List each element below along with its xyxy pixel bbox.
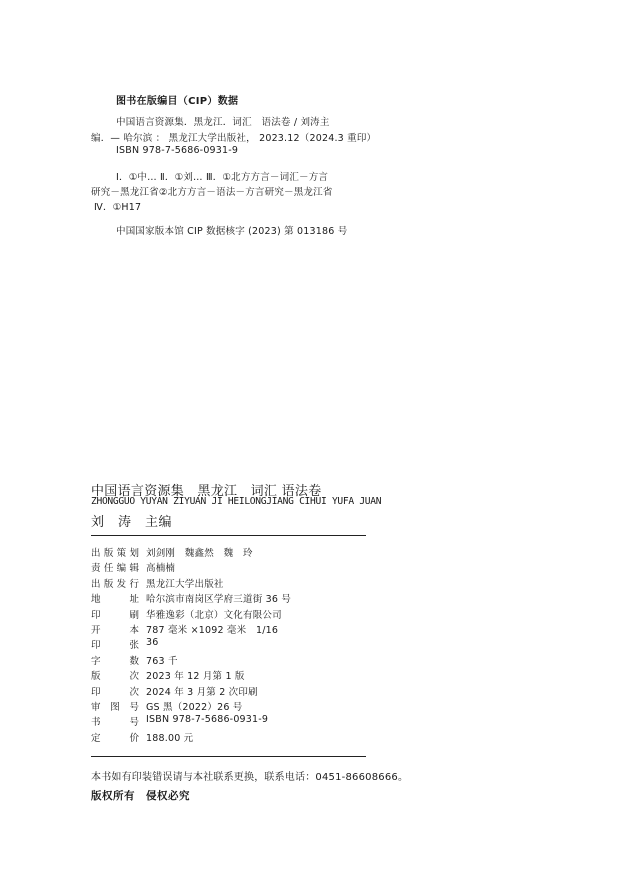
info-label [91, 637, 139, 651]
info-value: 高楠楠 [146, 563, 176, 575]
info-label [91, 560, 139, 574]
info-label-char: 刷 [129, 609, 139, 621]
info-label [91, 730, 139, 744]
info-value: 黑龙江大学出版社 [146, 578, 224, 590]
info-label-char: 策 [116, 548, 127, 559]
info-label-char: 本 [129, 625, 139, 636]
info-label-char: 辑 [129, 563, 139, 575]
book-title-pinyin: ZHONGGUO YUYAN ZIYUAN JI HEILONGJIANG CIHUI YUFA JUAN [91, 496, 382, 507]
info-label-char: 址 [129, 594, 139, 606]
cip-line: 中国语言资源集．黑龙江．词汇 语法卷 / 刘涛主 [116, 117, 330, 128]
info-label-char: 版 [91, 671, 101, 683]
info-value: 787 毫米 ×1092 毫米 1/16 [146, 625, 279, 636]
info-label-char: 数 [129, 655, 139, 667]
info-label-char: 开 [91, 625, 101, 636]
info-label-char: 字 [91, 655, 101, 667]
info-label-char: 印 [91, 609, 101, 621]
info-label [91, 653, 139, 667]
info-label [91, 668, 139, 682]
info-label [91, 545, 139, 559]
divider-top [91, 535, 366, 536]
cip-line: 研究－黑龙江省②北方方言－语法－方言研究－黑龙江省 [91, 187, 333, 198]
info-value: GS 黑（2022）26 号 [146, 702, 243, 713]
info-label-char: 划 [129, 548, 139, 559]
info-label-char: 号 [129, 702, 139, 713]
info-value: 刘剑刚 魏鑫然 魏 玲 [146, 548, 253, 559]
info-value: 2024 年 3 月第 2 次印刷 [146, 686, 258, 698]
cip-line: 中国国家版本馆 CIP 数据核字 (2023) 第 013186 号 [116, 226, 348, 237]
info-label-char: 行 [129, 578, 139, 590]
info-label-char: 号 [129, 717, 139, 729]
divider-bottom [91, 756, 366, 757]
info-label-char: 张 [129, 640, 139, 652]
cip-line: Ⅰ．①中… Ⅱ．①刘… Ⅲ．①北方方言－词汇－方言 [116, 172, 329, 183]
info-label-char: 审 [91, 702, 101, 713]
info-label-char: 价 [129, 732, 139, 744]
info-label-char: 出 [91, 548, 101, 559]
info-label-char: 书 [91, 717, 101, 729]
info-label-char: 次 [129, 686, 139, 698]
book-title: 中国语言资源集 黑龙江 词汇 语法卷 [91, 484, 322, 499]
info-label-char: 版 [103, 578, 114, 590]
info-label-char: 任 [103, 563, 114, 575]
copyright-notice: 版权所有 侵权必究 [91, 790, 190, 802]
info-value: 188.00 元 [146, 732, 194, 744]
info-label-char: 定 [91, 732, 101, 744]
info-label [91, 622, 139, 636]
cip-line: 编．— 哈尔滨 ： 黑龙江大学出版社， 2023.12（2024.3 重印） [91, 133, 377, 144]
cip-line: Ⅳ．①H17 [94, 202, 142, 213]
info-label-char: 发 [116, 578, 127, 590]
info-label-char: 图 [110, 702, 120, 713]
info-label-char: 版 [103, 548, 114, 559]
info-value: 华雅逸彩（北京）文化有限公司 [146, 609, 282, 621]
info-label [91, 684, 139, 698]
info-value: ISBN 978-7-5686-0931-9 [146, 714, 269, 726]
info-value: 2023 年 12 月第 1 版 [146, 671, 245, 683]
info-value: 哈尔滨市南岗区学府三道街 36 号 [146, 594, 292, 606]
cip-line: ISBN 978-7-5686-0931-9 [116, 145, 239, 156]
info-label [91, 699, 139, 713]
info-label [91, 607, 139, 621]
cip-title: 图书在版编目（CIP）数据 [116, 96, 239, 107]
info-label-char: 次 [129, 671, 139, 683]
info-label [91, 576, 139, 590]
info-value: 763 千 [146, 655, 178, 667]
info-label-char: 地 [91, 594, 101, 606]
info-value: 36 [146, 637, 159, 649]
info-label-char: 印 [91, 686, 101, 698]
info-label-char: 责 [91, 563, 101, 575]
info-label-char: 编 [116, 563, 127, 575]
book-editor: 刘 涛 主编 [91, 515, 173, 530]
replacement-notice: 本书如有印装错误请与本社联系更换，联系电话：0451-86608666。 [91, 772, 409, 783]
info-label-char: 印 [91, 640, 101, 652]
info-label [91, 591, 139, 605]
info-label [91, 714, 139, 728]
info-label-char: 出 [91, 578, 101, 590]
